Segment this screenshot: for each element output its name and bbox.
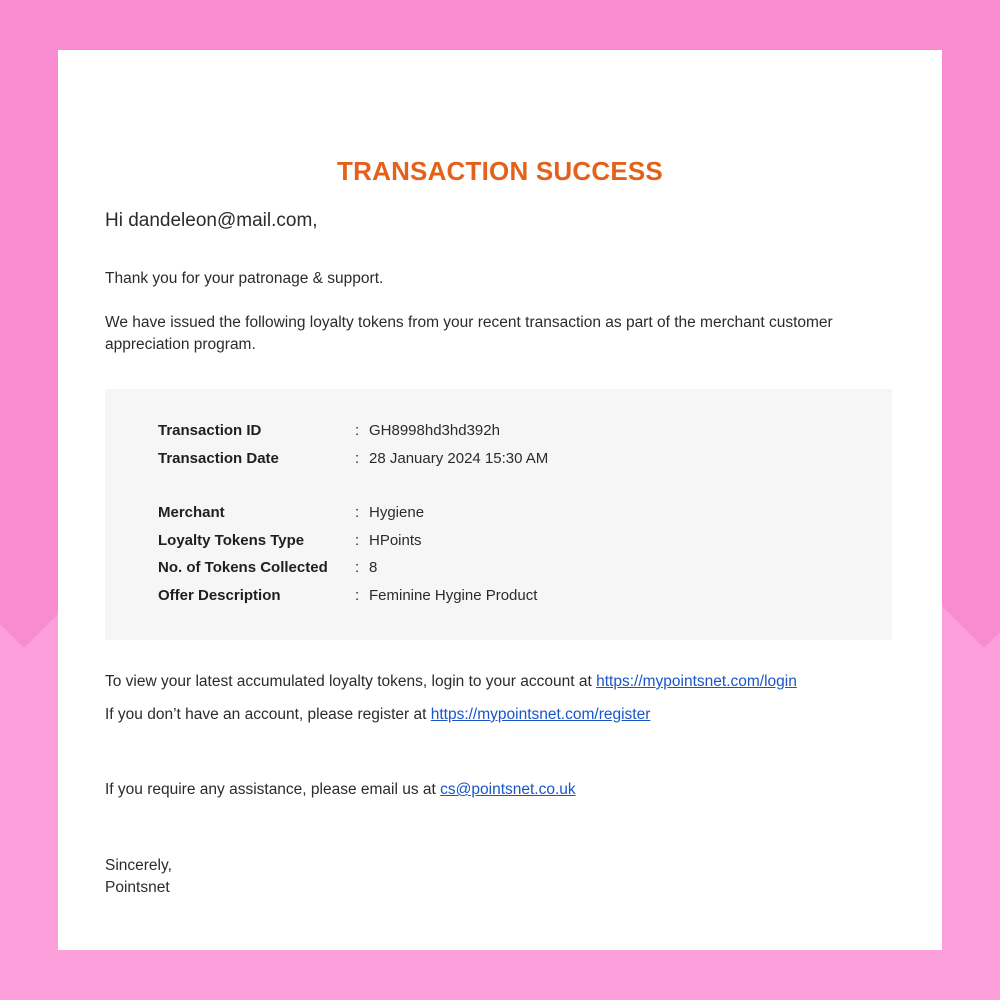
detail-colon: :	[355, 559, 360, 576]
greeting: Hi dandeleon@mail.com,	[105, 210, 318, 231]
detail-label: Offer Description	[158, 587, 281, 604]
detail-colon: :	[355, 532, 360, 549]
detail-value: 28 January 2024 15:30 AM	[369, 450, 549, 467]
email-card	[58, 50, 942, 950]
transaction-details-panel	[105, 389, 892, 640]
assistance-text: If you require any assistance, please email us at	[105, 781, 436, 798]
register-line	[105, 704, 865, 726]
signature: Pointsnet	[105, 879, 170, 896]
detail-colon: :	[355, 450, 360, 467]
detail-label: Transaction ID	[158, 422, 262, 439]
register-link[interactable]: https://mypointsnet.com/register	[430, 706, 651, 723]
support-email-link[interactable]: cs@pointsnet.co.uk	[440, 781, 576, 798]
login-text: To view your latest accumulated loyalty tokens, login to your account at	[105, 673, 592, 690]
detail-value: Feminine Hygine Product	[369, 587, 538, 604]
detail-value: GH8998hd3hd392h	[369, 422, 500, 439]
intro-text: We have issued the following loyalty tokens from your recent transaction as part of the merchant customer appreciation program.	[105, 314, 833, 353]
detail-value: Hygiene	[369, 504, 425, 521]
detail-label: Merchant	[158, 504, 225, 521]
detail-colon: :	[355, 587, 360, 604]
detail-colon: :	[355, 422, 360, 439]
register-text: If you don’t have an account, please register at	[105, 706, 427, 723]
assistance-line	[105, 779, 865, 801]
thanks-text: Thank you for your patronage & support.	[105, 270, 384, 287]
detail-value: 8	[369, 559, 378, 576]
signoff: Sincerely,	[105, 857, 172, 874]
login-line	[105, 671, 905, 693]
detail-colon: :	[355, 504, 360, 521]
detail-label: No. of Tokens Collected	[158, 559, 328, 576]
detail-label: Transaction Date	[158, 450, 279, 467]
detail-label: Loyalty Tokens Type	[158, 532, 305, 549]
page-title: TRANSACTION SUCCESS	[337, 156, 663, 186]
login-link[interactable]: https://mypointsnet.com/login	[596, 673, 797, 690]
detail-value: HPoints	[369, 532, 422, 549]
